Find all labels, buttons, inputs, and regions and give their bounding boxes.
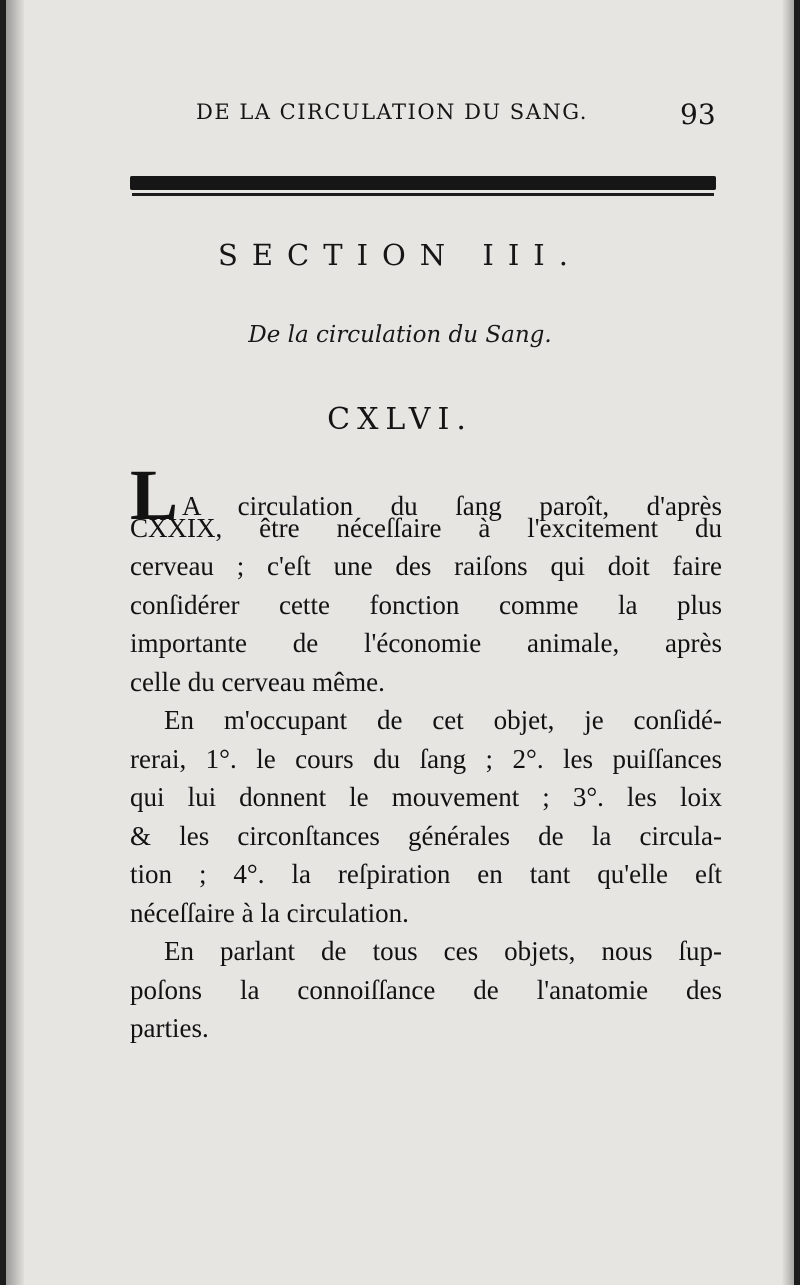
text-line: CXXIX, être néceſſaire à l'excitement du [130, 512, 722, 543]
text-line [130, 701, 722, 740]
text-line: & les circonſtances générales de la circula- [130, 820, 722, 851]
running-head [196, 98, 736, 138]
section-heading: SECTION III. [218, 238, 582, 272]
text-line: néceſſaire à la circulation. [130, 897, 409, 928]
text-line: parties. [130, 1013, 209, 1043]
paragraph [130, 701, 722, 932]
text-line [130, 932, 722, 971]
book-page [6, 0, 794, 1285]
text-line: importante de l'économie animale, après [130, 628, 722, 658]
text-line: qui lui donnent le mouvement ; 3°. les loix [130, 782, 722, 812]
text-line: cerveau ; c'eſt une des raiſons qui doit faire [130, 551, 722, 581]
text-line: tion ; 4°. la reſpiration en tant qu'elle eſt [130, 859, 722, 889]
article-number: CXLVI. [327, 402, 473, 437]
text-line-content: En m'occupant de cet objet, je conſidé- [164, 705, 722, 735]
text-line: rerai, 1°. le cours du ſang ; 2°. les puiſſances [130, 743, 722, 774]
drop-cap: L [130, 455, 179, 535]
text-line-content: En parlant de tous ces objets, nous ſup- [164, 936, 722, 966]
section-subtitle: De la circulation du Sang. [248, 322, 552, 348]
text-line: poſons la connoiſſance de l'anatomie des [130, 974, 722, 1005]
paragraph [130, 455, 722, 701]
body-text [130, 455, 722, 1048]
page-edge-right [782, 0, 794, 1285]
text-line: conſidérer cette fonction comme la plus [130, 589, 722, 620]
text-line: celle du cerveau même. [130, 666, 385, 697]
running-head-title: DE LA CIRCULATION DU SANG. [196, 100, 588, 124]
header-rule [130, 176, 716, 190]
paragraph [130, 932, 722, 1048]
text-line-content: A circulation du ſang paroît, d'après [182, 491, 722, 521]
page-number: 93 [680, 98, 716, 131]
page-edge-left [6, 0, 24, 1285]
